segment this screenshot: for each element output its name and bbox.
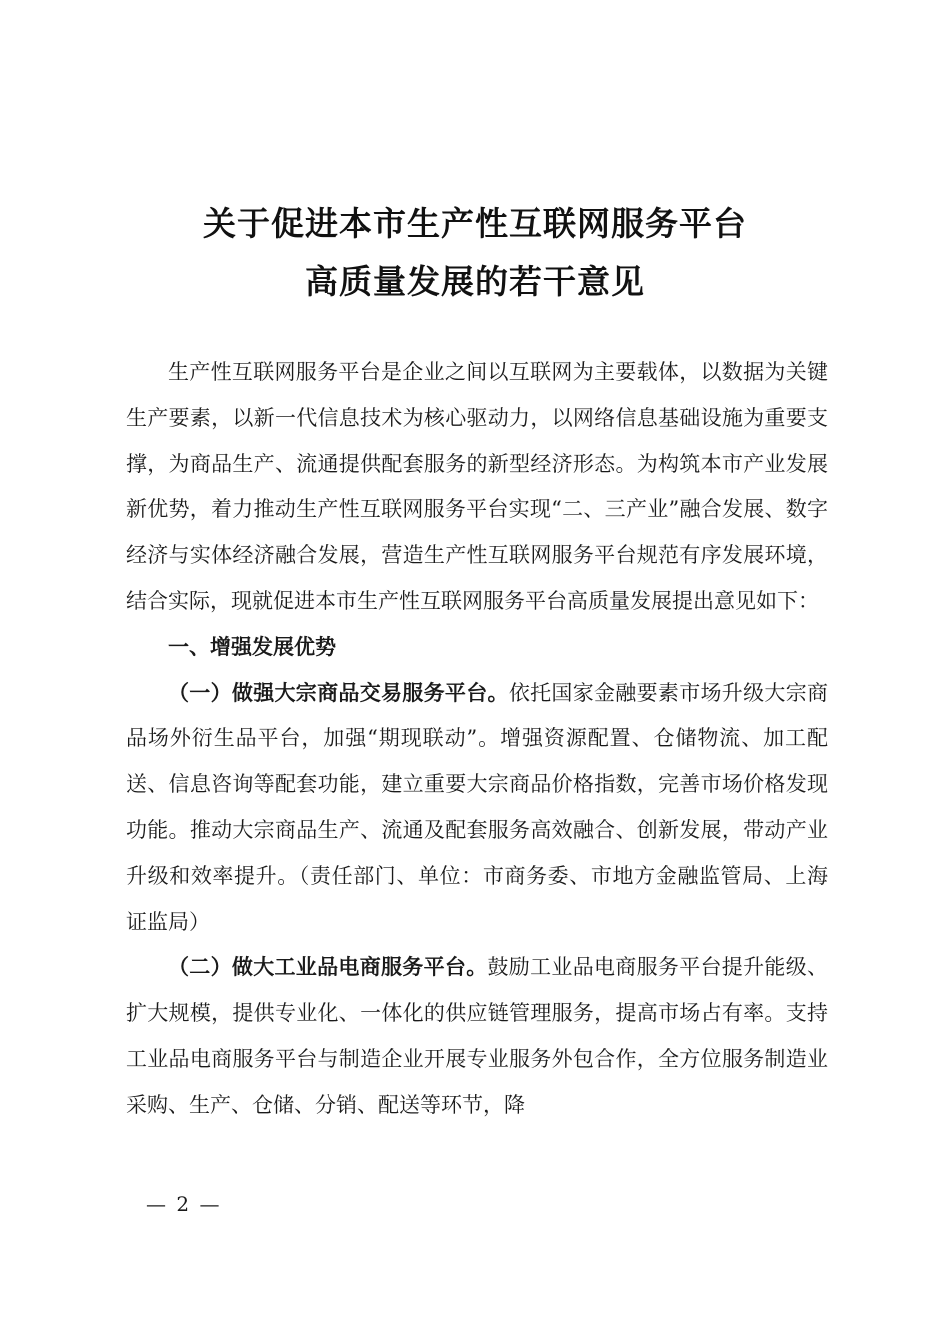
item-lead-1: （一）做强大宗商品交易服务平台。 [168,680,509,705]
item-text-1: 依托国家金融要素市场升级大宗商品场外衍生品平台，加强“期现联动”。增强资源配置、仓储物流、加工配送、信息咨询等配套功能，建立重要大宗商品价格指数，完善市场价格发现功能。推动大宗商品生产、流通及配套服务高效融合、创新发展，带动产业升级和效率提升。（责任部门、单位：市商务委、市地方金融监管局、上海证监局） [126,680,829,934]
section-heading: 一、增强发展优势 [168,634,336,659]
item-text-2: 鼓励工业品电商服务平台提升能级、扩大规模，提供专业化、一体化的供应链管理服务，提高市场占有率。支持工业品电商服务平台与制造企业开展专业服务外包合作，全方位服务制造业采购、生产、仓储、分销、配送等环节，降 [126,955,828,1117]
item-paragraph-1 [126,671,828,946]
document-body [126,350,828,1129]
page-number: — 2 — [146,1192,222,1216]
item-lead-2: （二）做大工业品电商服务平台。 [168,955,488,980]
document-title-line-2: 高质量发展的若干意见 [305,262,645,301]
document-title-line-1: 关于促进本市生产性互联网服务平台 [203,204,747,243]
intro-paragraph: 生产性互联网服务平台是企业之间以互联网为主要载体，以数据为关键生产要素，以新一代信息技术为核心驱动力，以网络信息基础设施为重要支撑，为商品生产、流通提供配套服务的新型经济形态。为构筑本市产业发展新优势，着力推动生产性互联网服务平台实现“二、三产业”融合发展、数字经济与实体经济融合发展，营造生产性互联网服务平台规范有序发展环境，结合实际，现就促进本市生产性互联网服务平台高质量发展提出意见如下： [126,360,828,613]
item-paragraph-2 [126,945,828,1128]
